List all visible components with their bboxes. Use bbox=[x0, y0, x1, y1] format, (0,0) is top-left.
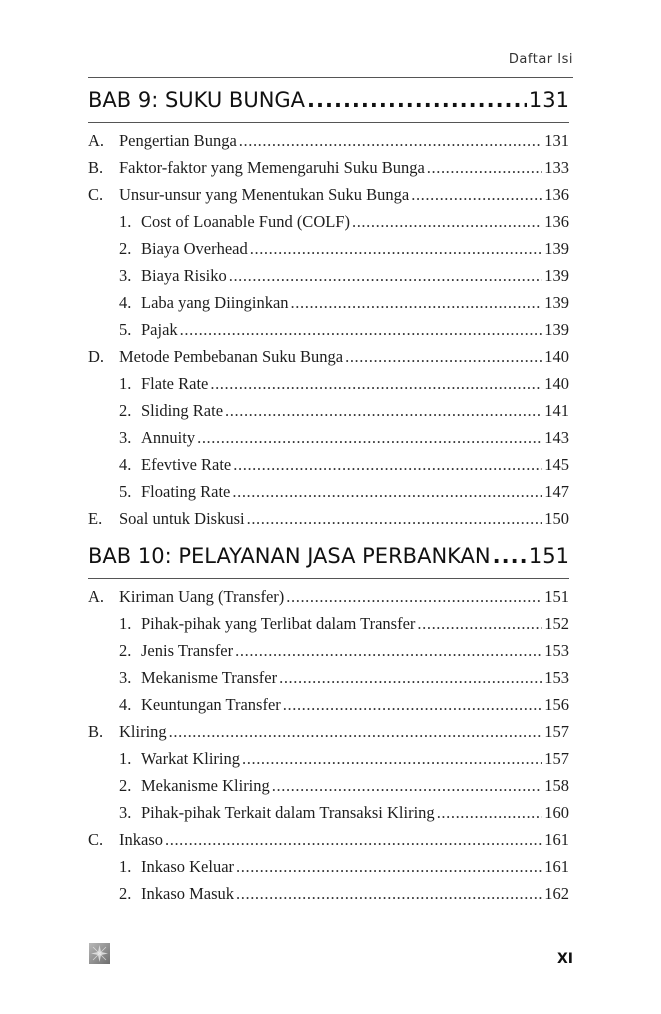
entry-marker: 5. bbox=[119, 482, 132, 501]
dot-leader bbox=[283, 695, 542, 715]
dot-leader bbox=[247, 509, 543, 529]
dot-leader bbox=[165, 830, 542, 850]
entry-page: 161 bbox=[544, 857, 569, 876]
entry-marker: 1. bbox=[119, 749, 132, 768]
toc-subentry[interactable] bbox=[88, 320, 569, 347]
toc-subentry[interactable] bbox=[88, 857, 569, 884]
toc-subentry[interactable] bbox=[88, 293, 569, 320]
toc-subentry[interactable] bbox=[88, 266, 569, 293]
entry-marker: A. bbox=[88, 587, 105, 606]
entry-title: Keuntungan Transfer bbox=[141, 695, 281, 714]
entry-page: 139 bbox=[544, 320, 569, 339]
dot-leader bbox=[291, 293, 543, 313]
dot-leader bbox=[307, 88, 527, 112]
entry-marker: 2. bbox=[119, 239, 132, 258]
toc-entry[interactable] bbox=[88, 131, 569, 158]
entry-title: Faktor-faktor yang Memengaruhi Suku Bunga bbox=[119, 158, 425, 177]
chapter-title: BAB 10: PELAYANAN JASA PERBANKAN bbox=[88, 544, 491, 568]
dot-leader bbox=[225, 401, 542, 421]
toc-entry[interactable] bbox=[88, 158, 569, 185]
running-head: Daftar Isi bbox=[508, 52, 573, 67]
entry-title: Sliding Rate bbox=[141, 401, 224, 420]
entry-page: 162 bbox=[544, 884, 569, 903]
dot-leader bbox=[427, 158, 542, 178]
dot-leader bbox=[236, 884, 542, 904]
entry-page: 158 bbox=[544, 776, 569, 795]
entry-title: Jenis Transfer bbox=[141, 641, 234, 660]
entry-title: Warkat Kliring bbox=[141, 749, 241, 768]
dot-leader bbox=[437, 803, 543, 823]
entry-page: 143 bbox=[544, 428, 569, 447]
toc-subentry[interactable] bbox=[88, 803, 569, 830]
entry-marker: 2. bbox=[119, 776, 132, 795]
entry-marker: 2. bbox=[119, 401, 132, 420]
toc-subentry[interactable] bbox=[88, 482, 569, 509]
chapter-page: 151 bbox=[528, 544, 569, 568]
dot-leader bbox=[242, 749, 542, 769]
toc-entry[interactable] bbox=[88, 347, 569, 374]
entry-page: 133 bbox=[544, 158, 569, 177]
entry-marker: D. bbox=[88, 347, 105, 366]
entry-page: 139 bbox=[544, 239, 569, 258]
toc-entry[interactable] bbox=[88, 185, 569, 212]
toc-subentry[interactable] bbox=[88, 641, 569, 668]
chapter-page: 131 bbox=[528, 88, 569, 112]
entry-page: 139 bbox=[544, 266, 569, 285]
entry-title: Pengertian Bunga bbox=[119, 131, 237, 150]
entry-page: 136 bbox=[544, 212, 569, 231]
dot-leader bbox=[411, 185, 542, 205]
entry-page: 140 bbox=[544, 374, 569, 393]
dot-leader bbox=[272, 776, 542, 796]
toc-subentry[interactable] bbox=[88, 749, 569, 776]
entry-marker: 4. bbox=[119, 455, 132, 474]
toc-subentry[interactable] bbox=[88, 401, 569, 428]
entry-marker: 2. bbox=[119, 641, 132, 660]
entry-page: 156 bbox=[544, 695, 569, 714]
toc-subentry[interactable] bbox=[88, 668, 569, 695]
entry-title: Biaya Risiko bbox=[141, 266, 227, 285]
entry-page: 160 bbox=[544, 803, 569, 822]
entry-marker: 1. bbox=[119, 614, 132, 633]
entry-marker: 5. bbox=[119, 320, 132, 339]
toc-subentry[interactable] bbox=[88, 239, 569, 266]
entry-marker: 3. bbox=[119, 428, 132, 447]
entry-title: Annuity bbox=[141, 428, 196, 447]
dot-leader bbox=[352, 212, 542, 232]
entry-marker: C. bbox=[88, 185, 104, 204]
dot-leader bbox=[210, 374, 542, 394]
page-number: XI bbox=[556, 951, 573, 967]
entry-title: Metode Pembebanan Suku Bunga bbox=[119, 347, 344, 366]
dot-leader bbox=[279, 668, 542, 688]
chapter-rule bbox=[88, 578, 569, 579]
entry-page: 139 bbox=[544, 293, 569, 312]
entry-page: 141 bbox=[544, 401, 569, 420]
chapter-heading[interactable] bbox=[88, 544, 569, 578]
entry-title: Flate Rate bbox=[141, 374, 209, 393]
entry-marker: A. bbox=[88, 131, 105, 150]
dot-leader bbox=[239, 131, 542, 151]
entry-marker: 4. bbox=[119, 695, 132, 714]
dot-leader bbox=[197, 428, 542, 448]
dot-leader bbox=[232, 482, 542, 502]
entry-title: Pajak bbox=[141, 320, 178, 339]
dot-leader bbox=[180, 320, 543, 340]
toc-entry[interactable] bbox=[88, 722, 569, 749]
dot-leader bbox=[345, 347, 542, 367]
entry-marker: 3. bbox=[119, 266, 132, 285]
entry-title: Inkaso Masuk bbox=[141, 884, 235, 903]
entry-title: Inkaso bbox=[119, 830, 163, 849]
entry-title: Mekanisme Transfer bbox=[141, 668, 278, 687]
entry-title: Kiriman Uang (Transfer) bbox=[119, 587, 285, 606]
entry-page: 140 bbox=[544, 347, 569, 366]
entry-page: 147 bbox=[544, 482, 569, 501]
toc-subentry[interactable] bbox=[88, 455, 569, 482]
toc-subentry[interactable] bbox=[88, 776, 569, 803]
toc-subentry[interactable] bbox=[88, 428, 569, 455]
dot-leader bbox=[250, 239, 543, 259]
entry-title: Kliring bbox=[119, 722, 167, 741]
entry-marker: 3. bbox=[119, 668, 132, 687]
entry-marker: 4. bbox=[119, 293, 132, 312]
toc-subentry[interactable] bbox=[88, 884, 569, 911]
entry-marker: 1. bbox=[119, 212, 132, 231]
toc-entry[interactable] bbox=[88, 830, 569, 857]
entry-page: 131 bbox=[544, 131, 569, 150]
chapter-rule bbox=[88, 122, 569, 123]
dot-leader bbox=[233, 455, 542, 475]
chapter-title: BAB 9: SUKU BUNGA bbox=[88, 88, 306, 112]
toc-entry[interactable] bbox=[88, 587, 569, 614]
dot-leader bbox=[286, 587, 542, 607]
dot-leader bbox=[493, 544, 527, 568]
entry-marker: 1. bbox=[119, 374, 132, 393]
entry-page: 157 bbox=[544, 722, 569, 741]
dot-leader bbox=[236, 857, 542, 877]
dot-leader bbox=[169, 722, 543, 742]
entry-title: Pihak-pihak Terkait dalam Transaksi Kliring bbox=[141, 803, 435, 822]
entry-page: 153 bbox=[544, 641, 569, 660]
entry-title: Mekanisme Kliring bbox=[141, 776, 270, 795]
entry-marker: B. bbox=[88, 722, 104, 741]
entry-page: 136 bbox=[544, 185, 569, 204]
toc-entry[interactable] bbox=[88, 509, 569, 536]
entry-page: 150 bbox=[544, 509, 569, 528]
entry-page: 152 bbox=[544, 614, 569, 633]
entry-title: Pihak-pihak yang Terlibat dalam Transfer bbox=[141, 614, 416, 633]
entry-marker: 1. bbox=[119, 857, 132, 876]
entry-page: 151 bbox=[544, 587, 569, 606]
entry-title: Soal untuk Diskusi bbox=[119, 509, 245, 528]
chapter-section bbox=[88, 88, 569, 536]
entry-marker: B. bbox=[88, 158, 104, 177]
toc-subentry[interactable] bbox=[88, 374, 569, 401]
header-rule bbox=[88, 77, 573, 78]
entry-marker: 3. bbox=[119, 803, 132, 822]
chapter-section bbox=[88, 544, 569, 911]
entry-title: Floating Rate bbox=[141, 482, 231, 501]
toc-subentry[interactable] bbox=[88, 695, 569, 722]
entry-title: Laba yang Diinginkan bbox=[141, 293, 289, 312]
entry-page: 161 bbox=[544, 830, 569, 849]
entry-title: Inkaso Keluar bbox=[141, 857, 235, 876]
toc-subentry[interactable] bbox=[88, 614, 569, 641]
entry-page: 145 bbox=[544, 455, 569, 474]
entry-marker: 2. bbox=[119, 884, 132, 903]
entry-page: 157 bbox=[544, 749, 569, 768]
publisher-logo bbox=[89, 943, 110, 964]
entry-marker: E. bbox=[88, 509, 103, 528]
entry-title: Biaya Overhead bbox=[141, 239, 248, 258]
entry-title: Efevtive Rate bbox=[141, 455, 232, 474]
entry-title: Unsur-unsur yang Menentukan Suku Bunga bbox=[119, 185, 410, 204]
entry-marker: C. bbox=[88, 830, 104, 849]
chapter-heading[interactable] bbox=[88, 88, 569, 122]
entry-page: 153 bbox=[544, 668, 569, 687]
entry-title: Cost of Loanable Fund (COLF) bbox=[141, 212, 350, 231]
dot-leader bbox=[235, 641, 542, 661]
toc-subentry[interactable] bbox=[88, 212, 569, 239]
dot-leader bbox=[229, 266, 543, 286]
dot-leader bbox=[417, 614, 542, 634]
